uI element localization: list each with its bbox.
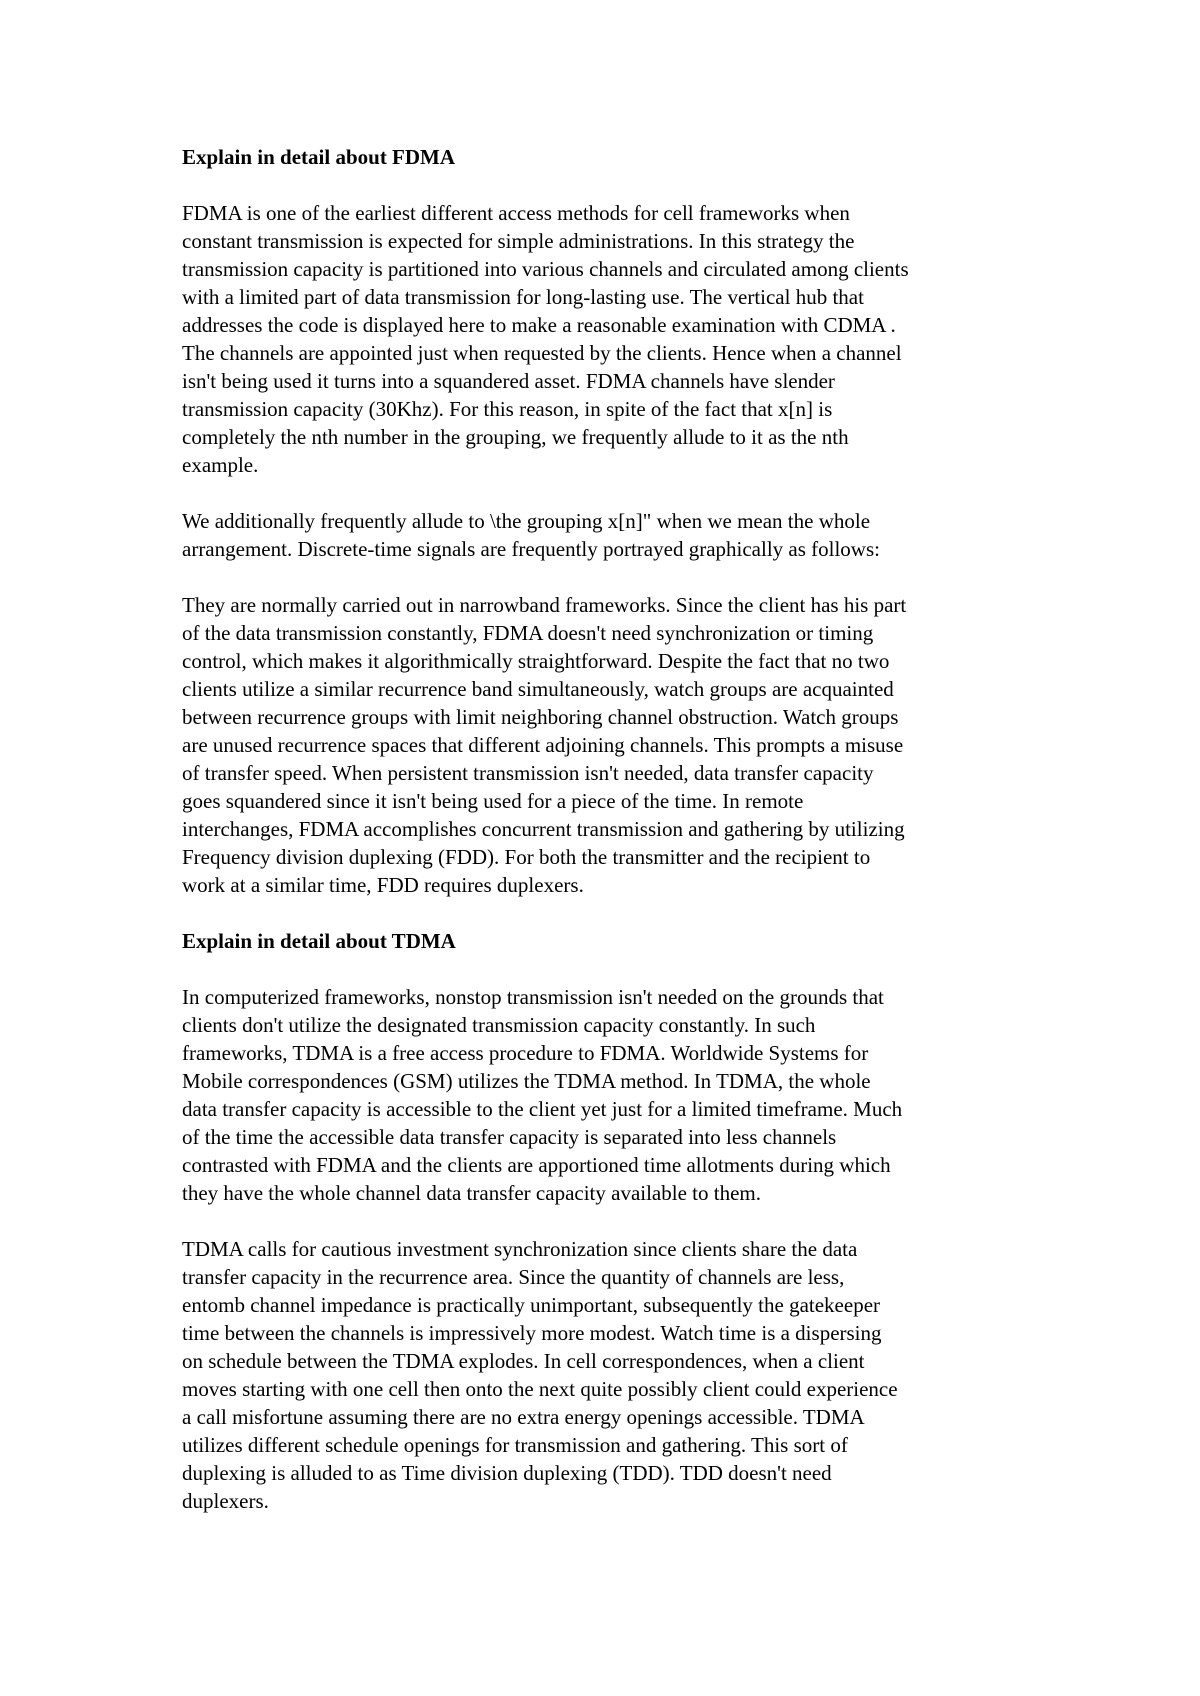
text-line: are unused recurrence spaces that different adjoining channels. This prompts a misuse bbox=[182, 733, 904, 757]
text-line: Mobile correspondences (GSM) utilizes the TDMA method. In TDMA, the whole bbox=[182, 1069, 871, 1093]
text-line: on schedule between the TDMA explodes. In cell correspondences, when a client bbox=[182, 1349, 865, 1373]
paragraph-tdma-synchronization bbox=[182, 1235, 1042, 1515]
paragraph-fdma-narrowband bbox=[182, 591, 1042, 899]
text-line: TDMA calls for cautious investment synchronization since clients share the data bbox=[182, 1237, 858, 1261]
text-line: transmission capacity is partitioned into various channels and circulated among clients bbox=[182, 257, 909, 281]
text-line: utilizes different schedule openings for transmission and gathering. This sort of bbox=[182, 1433, 848, 1457]
text-line: transmission capacity (30Khz). For this reason, in spite of the fact that x[n] is bbox=[182, 397, 833, 421]
text-line: of the time the accessible data transfer capacity is separated into less channels bbox=[182, 1125, 837, 1149]
text-line: addresses the code is displayed here to make a reasonable examination with CDMA . bbox=[182, 313, 896, 337]
paragraph-tdma-intro bbox=[182, 983, 1042, 1207]
text-line: data transfer capacity is accessible to the client yet just for a limited timeframe. Much bbox=[182, 1097, 903, 1121]
text-line: clients don't utilize the designated transmission capacity constantly. In such bbox=[182, 1013, 816, 1037]
text-line: time between the channels is impressively more modest. Watch time is a dispersing bbox=[182, 1321, 882, 1345]
text-line: isn't being used it turns into a squandered asset. FDMA channels have slender bbox=[182, 369, 835, 393]
text-line: We additionally frequently allude to \the grouping x[n]" when we mean the whole bbox=[182, 509, 871, 533]
text-line: between recurrence groups with limit neighboring channel obstruction. Watch groups bbox=[182, 705, 899, 729]
text-line: control, which makes it algorithmically straightforward. Despite the fact that no two bbox=[182, 649, 890, 673]
section-heading-tdma: Explain in detail about TDMA bbox=[182, 929, 456, 953]
text-line: arrangement. Discrete-time signals are frequently portrayed graphically as follows: bbox=[182, 537, 880, 561]
text-line: a call misfortune assuming there are no extra energy openings accessible. TDMA bbox=[182, 1405, 865, 1429]
paragraph-fdma-intro bbox=[182, 199, 1042, 479]
text-line: clients utilize a similar recurrence band simultaneously, watch groups are acquainted bbox=[182, 677, 894, 701]
text-line: Frequency division duplexing (FDD). For both the transmitter and the recipient to bbox=[182, 845, 871, 869]
text-line: FDMA is one of the earliest different access methods for cell frameworks when bbox=[182, 201, 850, 225]
text-line: goes squandered since it isn't being used for a piece of the time. In remote bbox=[182, 789, 804, 813]
text-line: constant transmission is expected for simple administrations. In this strategy the bbox=[182, 229, 855, 253]
text-line: frameworks, TDMA is a free access procedure to FDMA. Worldwide Systems for bbox=[182, 1041, 869, 1065]
text-line: of the data transmission constantly, FDMA doesn't need synchronization or timing bbox=[182, 621, 874, 645]
document-body bbox=[182, 143, 1042, 1543]
text-line: example. bbox=[182, 453, 259, 477]
section-heading-fdma: Explain in detail about FDMA bbox=[182, 145, 456, 169]
text-line: The channels are appointed just when requested by the clients. Hence when a channel bbox=[182, 341, 902, 365]
text-line: entomb channel impedance is practically unimportant, subsequently the gatekeeper bbox=[182, 1293, 881, 1317]
text-line: transfer capacity in the recurrence area. Since the quantity of channels are less, bbox=[182, 1265, 845, 1289]
text-line: completely the nth number in the grouping, we frequently allude to it as the nth bbox=[182, 425, 849, 449]
text-line: duplexing is alluded to as Time division duplexing (TDD). TDD doesn't need bbox=[182, 1461, 832, 1485]
text-line: duplexers. bbox=[182, 1489, 269, 1513]
text-line: of transfer speed. When persistent transmission isn't needed, data transfer capacity bbox=[182, 761, 874, 785]
text-line: they have the whole channel data transfer capacity available to them. bbox=[182, 1181, 761, 1205]
paragraph-fdma-grouping bbox=[182, 507, 1042, 563]
text-line: contrasted with FDMA and the clients are apportioned time allotments during which bbox=[182, 1153, 891, 1177]
text-line: In computerized frameworks, nonstop transmission isn't needed on the grounds that bbox=[182, 985, 884, 1009]
text-line: moves starting with one cell then onto the next quite possibly client could experience bbox=[182, 1377, 898, 1401]
text-line: work at a similar time, FDD requires duplexers. bbox=[182, 873, 584, 897]
text-line: with a limited part of data transmission for long-lasting use. The vertical hub that bbox=[182, 285, 864, 309]
text-line: interchanges, FDMA accomplishes concurrent transmission and gathering by utilizing bbox=[182, 817, 905, 841]
text-line: They are normally carried out in narrowband frameworks. Since the client has his part bbox=[182, 593, 907, 617]
